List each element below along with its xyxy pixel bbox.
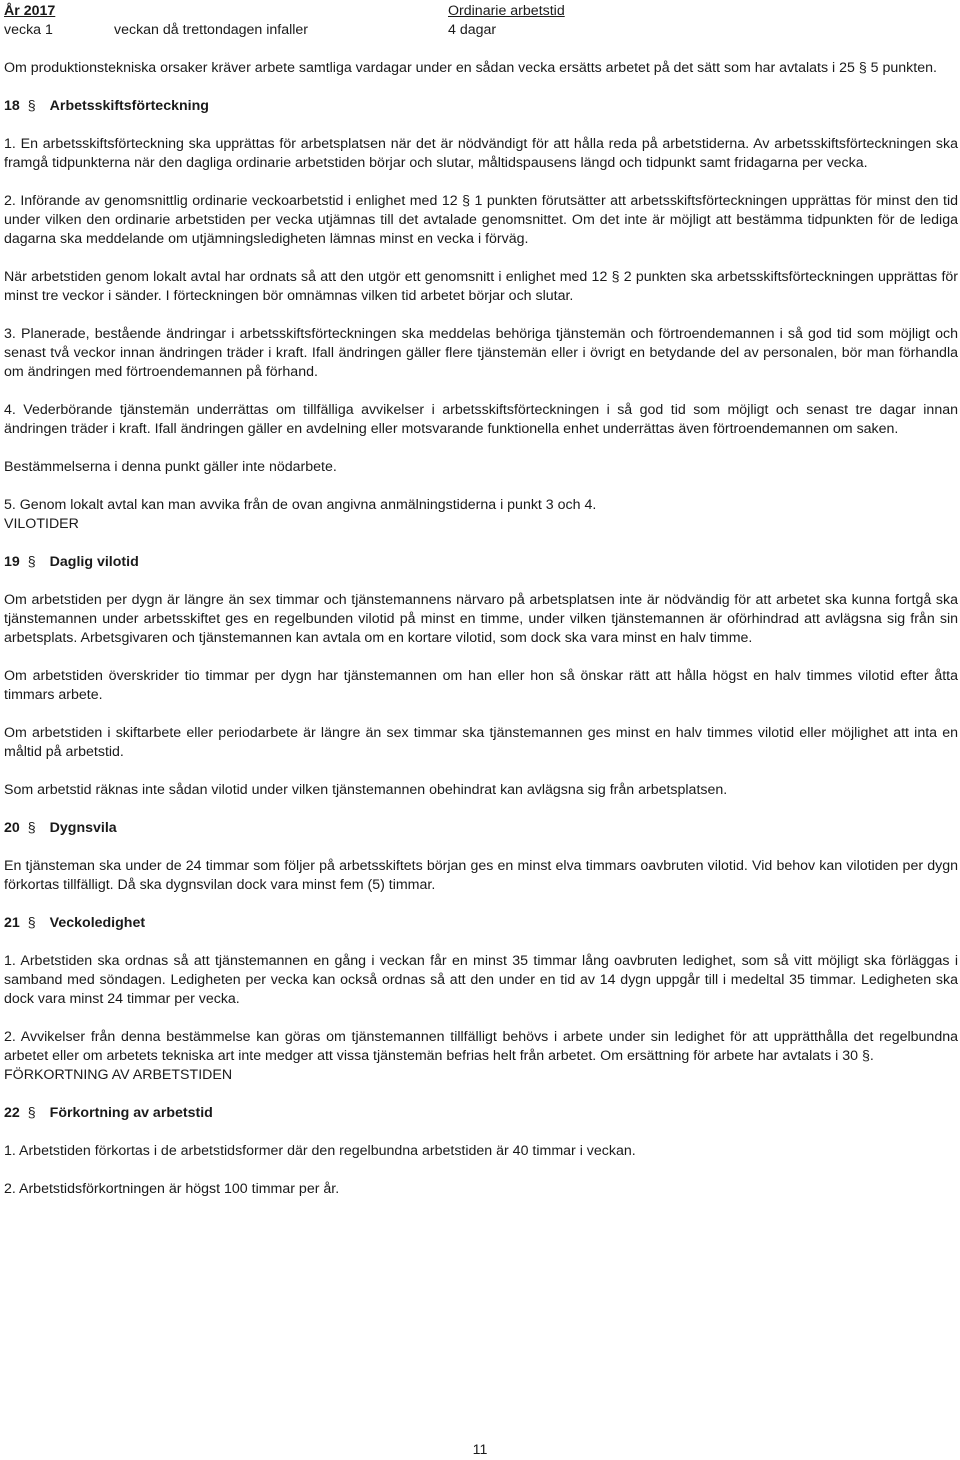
section-number: 21 — [4, 915, 20, 931]
paragraph-sign: § — [27, 554, 36, 570]
week-cell: vecka 1 — [4, 22, 53, 38]
paragraph-sign: § — [27, 915, 36, 931]
section-21-heading — [4, 914, 958, 933]
s22-paragraph-1: 1. Arbetstiden förkortas i de arbetstidsformer där den regelbundna arbetstiden är 40 timmar i veckan. — [4, 1143, 636, 1159]
section-22-heading — [4, 1104, 958, 1123]
s19-paragraph-2: Om arbetstiden överskrider tio timmar per dygn har tjänstemannen om han eller hon så önskar rätt att hålla högst en halv timmes vilotid efter åtta timmars arbete. — [4, 668, 958, 703]
s21-paragraph-2: 2. Avvikelser från denna bestämmelse kan göras om tjänstemannen tillfälligt behövs i arbete under sin ledighet för att upprätthålla det regelbundna arbetet eller om arbetets tekniska art inte medger att vissa tjänstemän befrias helt från arbetet. Om ersättning för arbete har avtalats i 30 §. — [4, 1029, 958, 1064]
paragraph-sign: § — [27, 98, 36, 114]
section-title: Dygnsvila — [49, 820, 117, 836]
s18-paragraph-1: 1. En arbetsskiftsförteckning ska upprättas för arbetsplatsen när det är nödvändigt för att hålla reda på arbetstiderna. Av arbetsskiftsförteckningen ska framgå tidpunkterna när den dagliga ordinarie arbetstiden börjar och slutar, måltidspausens längd och tidpunkt samt fridagarna per vecka. — [4, 136, 958, 171]
section-title: Daglig vilotid — [49, 554, 139, 570]
forkortning-heading: FÖRKORTNING AV ARBETSTIDEN — [4, 1067, 233, 1083]
intro-paragraph: Om produktionstekniska orsaker kräver arbete samtliga vardagar under en sådan vecka ersätts arbetet på det sätt som har avtalats i 25 § 5 punkten. — [4, 60, 937, 76]
worktime-header: Ordinarie arbetstid — [448, 3, 565, 19]
days-cell: 4 dagar — [448, 22, 497, 38]
paragraph-sign: § — [27, 820, 36, 836]
paragraph-sign: § — [27, 1105, 36, 1121]
s18-paragraph-4b: Bestämmelserna i denna punkt gäller inte nödarbete. — [4, 459, 337, 475]
s21-paragraph-1: 1. Arbetstiden ska ordnas så att tjänstemannen en gång i veckan får en minst 35 timmar lång oavbruten ledighet, som så vitt möjligt ska förläggas i samband med söndagen. Ledigheten per vecka kan också ordnas så att den under en tid av 14 dygn uppgår till i medeltal 35 timmar. Ledigheten ska dock vara minst 24 timmar per vecka. — [4, 953, 958, 1007]
section-18-heading — [4, 97, 958, 116]
document-page — [4, 2, 958, 1199]
s18-paragraph-2b: När arbetstiden genom lokalt avtal har ordnats så att den utgör ett genomsnitt i enlighet med 12 § 2 punkten ska arbetsskiftsförteckningen upprättas för minst tre veckor i sänder. I förteckningen bör omnämnas vilken tid arbetet börjar och slutar. — [4, 269, 958, 304]
s19-paragraph-1: Om arbetstiden per dygn är längre än sex timmar och tjänstemannens närvaro på arbetsplatsen inte är nödvändig för att arbetet ska kunna fortgå ska tjänstemannen under arbetsskiftet ges en regelbunden vilotid på minst en timme, under vilken tjänstemannen är oförhindrad att avlägsna sig från sin arbetsplats. Arbetsgivaren och tjänstemannen kan avtala om en kortare vilotid, som dock ska vara minst en halv timme. — [4, 592, 958, 646]
s18-paragraph-2: 2. Införande av genomsnittlig ordinarie veckoarbetstid i enlighet med 12 § 1 punkten förutsätter att arbetsskiftsförteckningen upprättas för minst den tid under vilken den ordinarie arbetstiden per vecka utjämnas till det avtalade genomsnittet. Om det inte är möjligt att bestämma tidpunkten för de lediga dagarna ska meddelande om utjämningsledigheten lämnas minst en vecka i förväg. — [4, 193, 958, 247]
s22-paragraph-2: 2. Arbetstidsförkortningen är högst 100 timmar per år. — [4, 1181, 340, 1197]
section-title: Veckoledighet — [49, 915, 146, 931]
s18-paragraph-3: 3. Planerade, bestående ändringar i arbetsskiftsförteckningen ska meddelas behöriga tjänstemän och förtroendemannen i så god tid som möjligt och senast två veckor innan ändringen träder i kraft. Ifall ändringen gäller flere tjänstemän eller i övrigt en betydande del av personalen, bör man förhandla om ändringen med förtroendemannen på förhand. — [4, 326, 958, 380]
section-19-heading — [4, 553, 958, 572]
s19-paragraph-4: Som arbetstid räknas inte sådan vilotid under vilken tjänstemannen obehindrat kan avlägsna sig från arbetsplatsen. — [4, 782, 728, 798]
s20-paragraph-1: En tjänsteman ska under de 24 timmar som följer på arbetsskiftets början ges en minst elva timmars oavbruten vilotid. Vid behov kan vilotiden per dygn förkortas tillfälligt. Då ska dygnsvilan dock vara minst fem (5) timmar. — [4, 858, 958, 893]
year-header: År 2017 — [4, 3, 56, 19]
section-number: 20 — [4, 820, 20, 836]
section-number: 18 — [4, 98, 20, 114]
vilotider-heading: VILOTIDER — [4, 516, 79, 532]
section-title: Förkortning av arbetstid — [49, 1105, 213, 1121]
section-title: Arbetsskiftsförteckning — [49, 98, 209, 114]
section-number: 22 — [4, 1105, 20, 1121]
section-20-heading — [4, 819, 958, 838]
s19-paragraph-3: Om arbetstiden i skiftarbete eller periodarbete är längre än sex timmar ska tjänstemannen ges minst en halv timmes vilotid eller möjlighet att inta en måltid på arbetstid. — [4, 725, 958, 760]
calendar-table — [4, 2, 958, 40]
section-number: 19 — [4, 554, 20, 570]
s18-paragraph-5: 5. Genom lokalt avtal kan man avvika från de ovan angivna anmälningstiderna i punkt 3 och 4. — [4, 497, 597, 513]
s18-paragraph-4: 4. Vederbörande tjänstemän underrättas om tillfälliga avvikelser i arbetsskiftsförteckningen i så god tid som möjligt och senast tre dagar innan ändringen träder i kraft. Ifall ändringen gäller en avdelning eller motsvarande funktionella enhet underrättas även förtroendemannen om saken. — [4, 402, 958, 437]
page-number: 11 — [472, 1442, 488, 1458]
week-description-cell: veckan då trettondagen infaller — [114, 22, 309, 38]
